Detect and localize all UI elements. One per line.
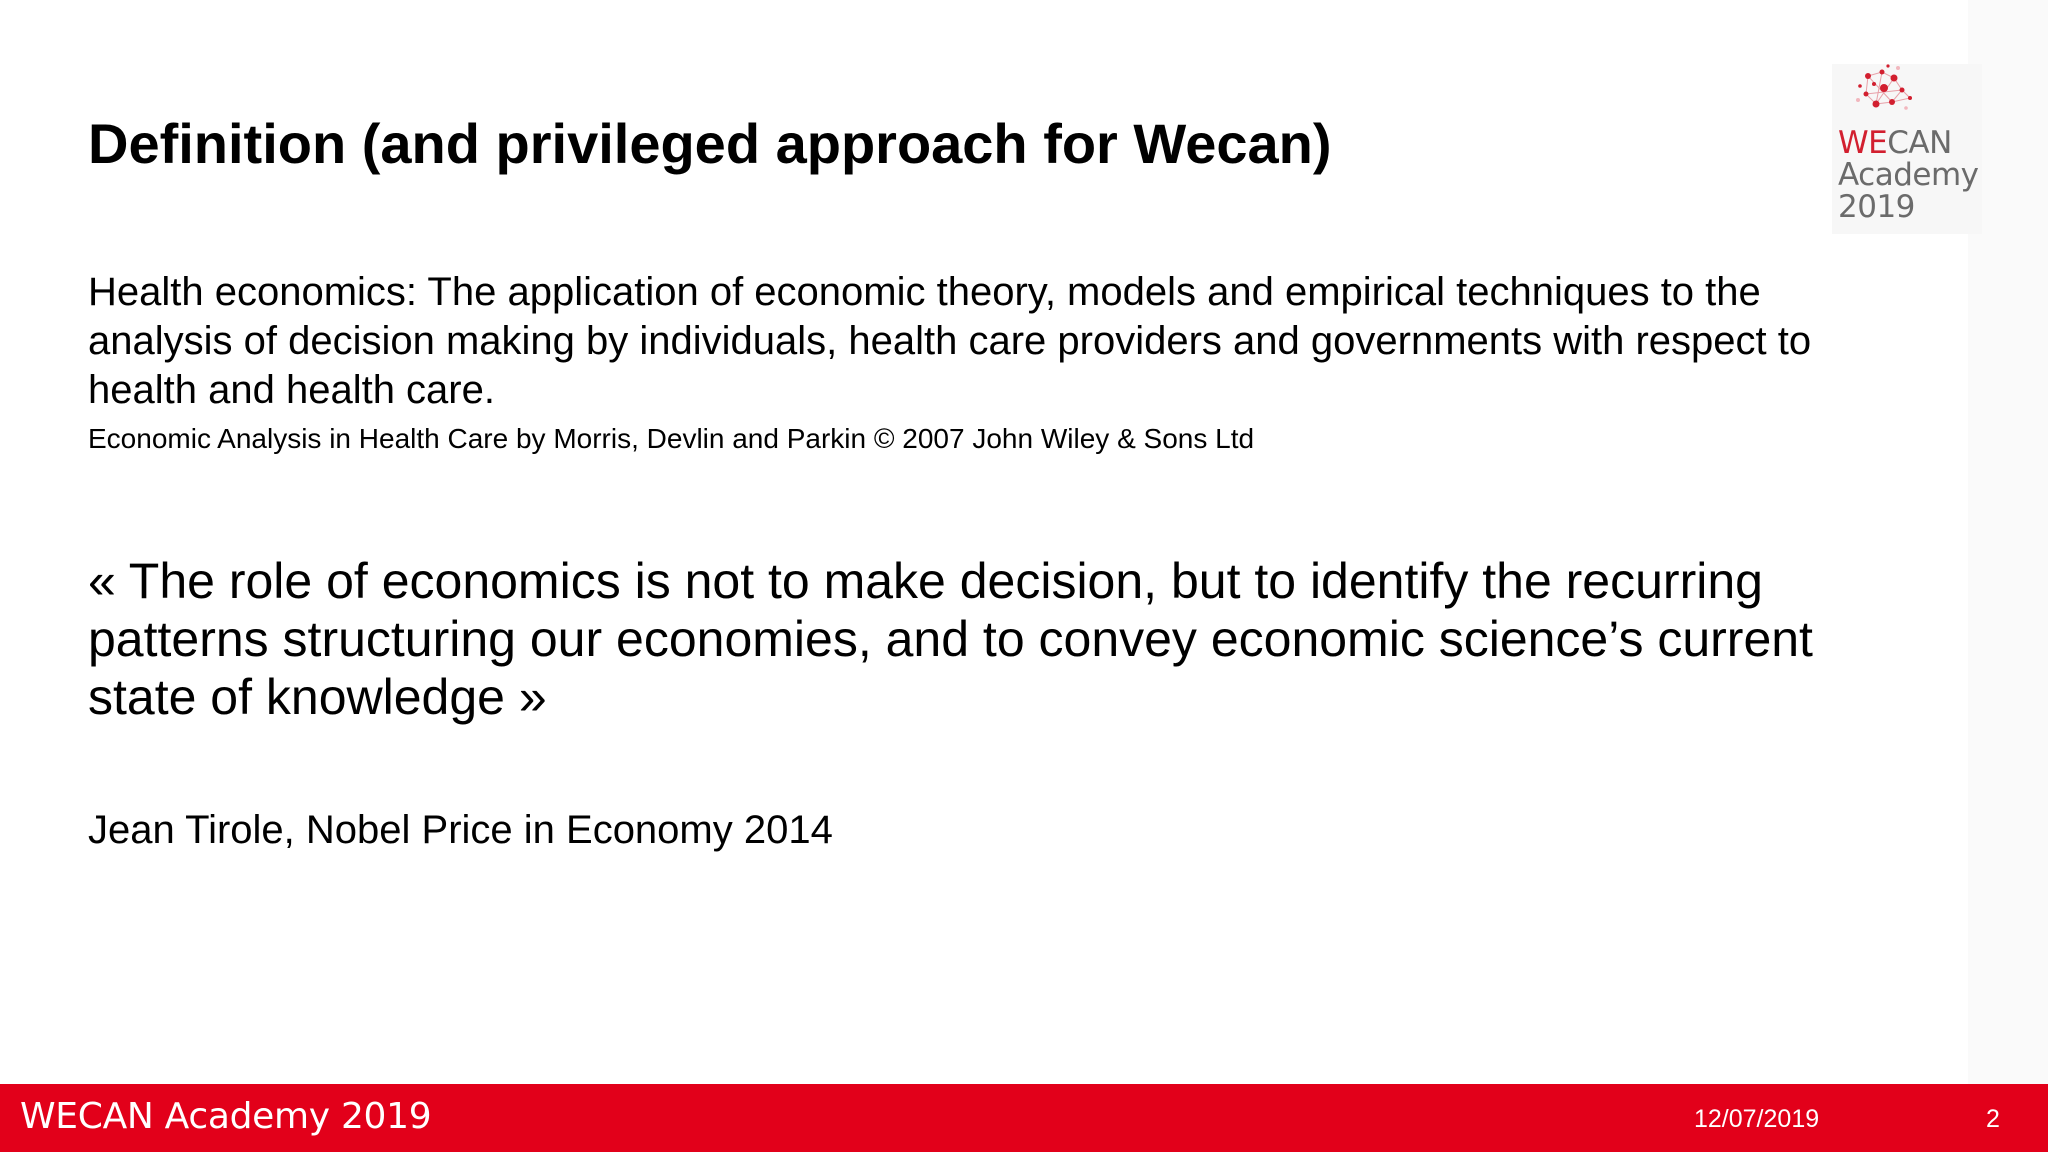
footer-date: 12/07/2019 [1694,1105,1820,1133]
wecan-logo [1832,64,1982,234]
quote-line: state of knowledge » [88,669,547,725]
definition-line: Health economics: The application of economic theory, models and empirical techniques to the [88,270,1761,314]
definition-source: Economic Analysis in Health Care by Morris, Devlin and Parkin © 2007 John Wiley & Sons Ltd [88,423,1255,454]
quote-line: « The role of economics is not to make decision, but to identify the recurring [88,553,1763,609]
logo-can: CAN [1887,125,1952,161]
logo-year: 2019 [1838,189,1915,225]
health-economics-definition [88,268,1968,415]
slide-title: Definition (and privileged approach for Wecan) [88,112,1332,175]
definition-line: health and health care. [88,368,495,412]
quote-line: patterns structuring our economies, and to convey economic science’s current [88,611,1813,667]
logo-academy: Academy [1838,157,1979,193]
network-dots-icon [1832,64,1982,134]
definition-line: analysis of decision making by individuals, health care providers and governments with respect to [88,319,1812,363]
tirole-quote [88,552,1813,726]
logo-we: WE [1838,125,1888,161]
logo-wecan-text [1838,126,1952,160]
quote-author: Jean Tirole, Nobel Price in Economy 2014 [88,808,833,852]
footer-brand: WECAN Academy 2019 [20,1096,432,1137]
page-number: 2 [1986,1105,2000,1133]
footer-bar [0,1084,2048,1152]
